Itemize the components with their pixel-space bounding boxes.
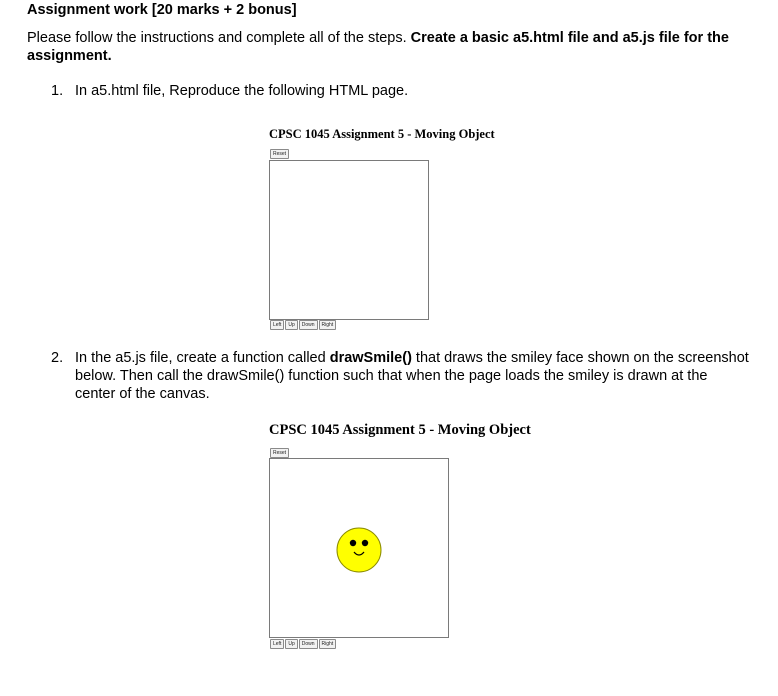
step-number: 1. [51,83,64,99]
up-button[interactable]: Up [285,639,297,649]
example-page-title: CPSC 1045 Assignment 5 - Moving Object [269,422,531,438]
down-button[interactable]: Down [299,639,318,649]
intro-paragraph [27,29,747,65]
step-text-after: that draws the smiley face shown on the screenshot below. Then call the drawSmile() function such that when the page loads the smiley is drawn at the center of the canvas. [75,350,749,402]
function-name: drawSmile() [329,350,412,366]
assignment-heading: Assignment work [20 marks + 2 bonus] [27,2,297,18]
down-button[interactable]: Down [299,320,318,330]
step-text-before: In the a5.js file, create a function called [75,350,330,366]
step-number: 2. [51,350,64,366]
example-page-screenshot-2 [269,422,529,652]
right-button[interactable]: Right [319,320,337,330]
example-page-title: CPSC 1045 Assignment 5 - Moving Object [269,127,495,141]
example-page-screenshot-1 [269,127,495,337]
right-button[interactable]: Right [319,639,337,649]
intro-text: Please follow the instructions and complete all of the steps. [27,30,411,46]
up-button[interactable]: Up [285,320,297,330]
step-text [75,349,751,403]
direction-button-row [270,639,336,649]
reset-button[interactable]: Reset [270,149,289,159]
intro-bold-text: Create a basic a5.html file and a5.js file for the assignment. [27,30,729,64]
reset-button[interactable]: Reset [270,448,289,458]
direction-button-row [270,320,336,330]
smiley-left-eye [350,540,356,546]
drawing-canvas [269,160,429,320]
left-button[interactable]: Left [270,639,284,649]
smiley-face [334,525,384,575]
left-button[interactable]: Left [270,320,284,330]
step-text: In a5.html file, Reproduce the following HTML page. [75,83,409,99]
smiley-right-eye [362,540,368,546]
smiley-head [337,528,381,572]
drawing-canvas [269,458,449,638]
